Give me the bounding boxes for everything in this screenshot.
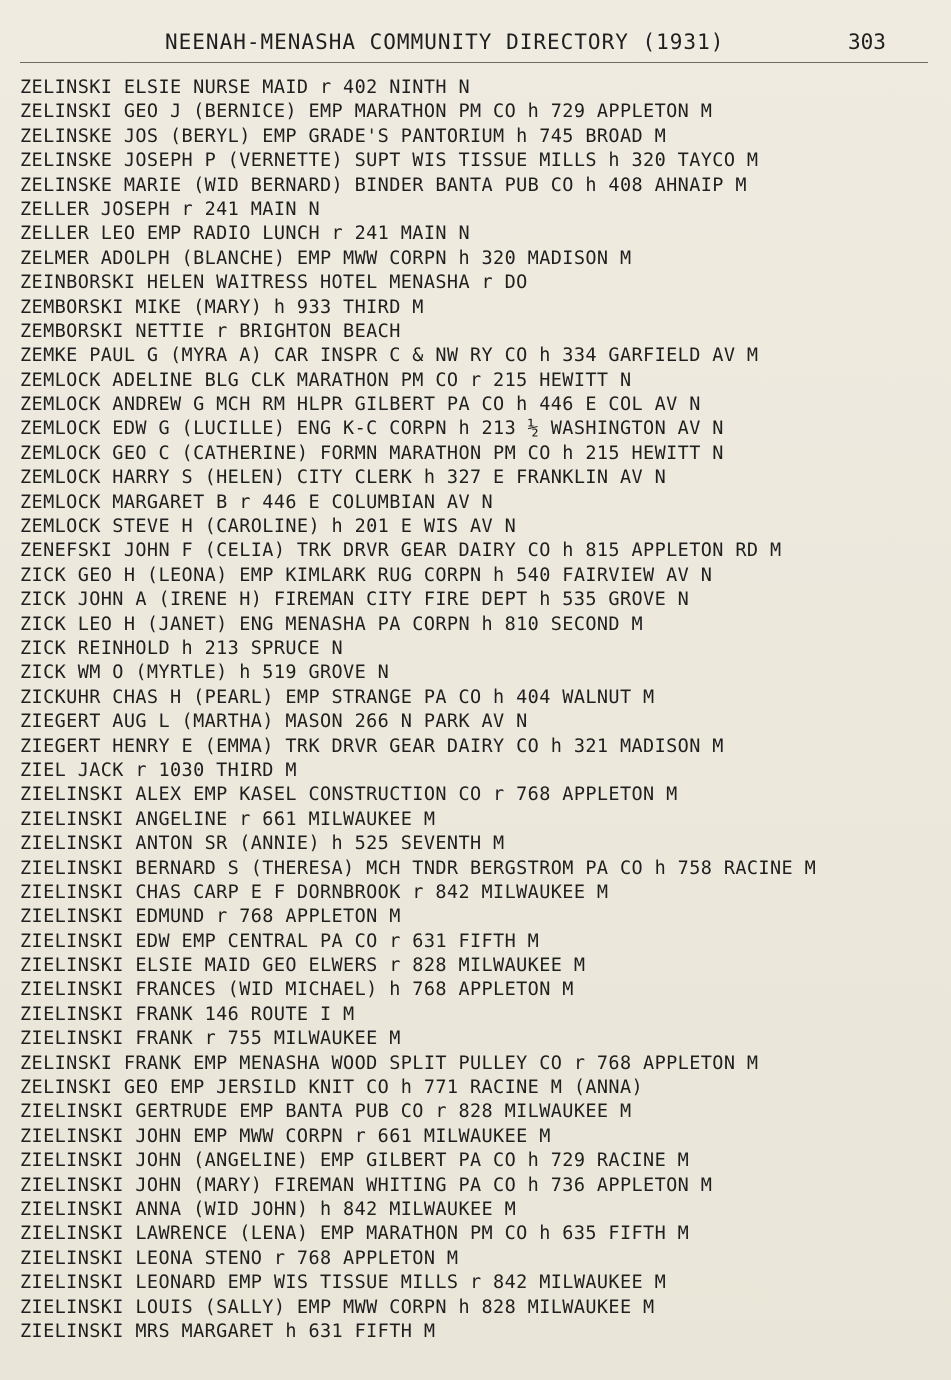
directory-entry: ZICK GEO H (LEONA) EMP KIMLARK RUG CORPN h 540 FAIRVIEW AV N bbox=[20, 564, 713, 586]
directory-entry: ZEMBORSKI MIKE (MARY) h 933 THIRD M bbox=[20, 296, 424, 318]
directory-entry: ZIELINSKI LEONA STENO r 768 APPLETON M bbox=[20, 1247, 459, 1269]
directory-entry: ZEMLOCK ANDREW G MCH RM HLPR GILBERT PA CO h 446 E COL AV N bbox=[20, 394, 701, 416]
directory-entry: ZELLER LEO EMP RADIO LUNCH r 241 MAIN N bbox=[20, 223, 470, 245]
directory-entry: ZEMKE PAUL G (MYRA A) CAR INSPR C & NW RY CO h 334 GARFIELD AV M bbox=[20, 345, 759, 367]
directory-entry: ZIELINSKI ELSIE MAID GEO ELWERS r 828 MILWAUKEE M bbox=[20, 955, 586, 977]
directory-entry: ZIELINSKI JOHN EMP MWW CORPN r 661 MILWAUKEE M bbox=[20, 1125, 551, 1147]
directory-entry: ZIELINSKI ANTON SR (ANNIE) h 525 SEVENTH M bbox=[20, 833, 505, 855]
directory-entry: ZELINSKE JOSEPH P (VERNETTE) SUPT WIS TISSUE MILLS h 320 TAYCO M bbox=[20, 150, 759, 172]
directory-entry: ZICKUHR CHAS H (PEARL) EMP STRANGE PA CO h 404 WALNUT M bbox=[20, 686, 655, 708]
directory-entry: ZEMLOCK EDW G (LUCILLE) ENG K-C CORPN h 213 ½ WASHINGTON AV N bbox=[20, 418, 724, 440]
directory-entry: ZIELINSKI MRS MARGARET h 631 FIFTH M bbox=[20, 1320, 436, 1342]
directory-entry: ZELINSKE JOS (BERYL) EMP GRADE'S PANTORIUM h 745 BROAD M bbox=[20, 125, 667, 147]
header-rule bbox=[20, 62, 928, 63]
directory-entry: ZICK LEO H (JANET) ENG MENASHA PA CORPN h 810 SECOND M bbox=[20, 613, 644, 635]
directory-entry: ZEMLOCK HARRY S (HELEN) CITY CLERK h 327 E FRANKLIN AV N bbox=[20, 467, 667, 489]
directory-entry: ZELMER ADOLPH (BLANCHE) EMP MWW CORPN h 320 MADISON M bbox=[20, 247, 632, 269]
directory-entry: ZICK JOHN A (IRENE H) FIREMAN CITY FIRE DEPT h 535 GROVE N bbox=[20, 589, 690, 611]
page-number: 303 bbox=[848, 30, 886, 54]
directory-entries bbox=[20, 76, 940, 1344]
directory-entry: ZENEFSKI JOHN F (CELIA) TRK DRVR GEAR DAIRY CO h 815 APPLETON RD M bbox=[20, 540, 782, 562]
directory-entry: ZIELINSKI ANNA (WID JOHN) h 842 MILWAUKEE M bbox=[20, 1198, 517, 1220]
directory-entry: ZIEL JACK r 1030 THIRD M bbox=[20, 759, 297, 781]
directory-entry: ZIELINSKI EDW EMP CENTRAL PA CO r 631 FIFTH M bbox=[20, 930, 540, 952]
directory-entry: ZIELINSKI EDMUND r 768 APPLETON M bbox=[20, 906, 401, 928]
directory-entry: ZEINBORSKI HELEN WAITRESS HOTEL MENASHA r DO bbox=[20, 272, 528, 294]
page-title: NEENAH-MENASHA COMMUNITY DIRECTORY (1931) bbox=[165, 30, 725, 54]
directory-entry: ZIELINSKI CHAS CARP E F DORNBROOK r 842 MILWAUKEE M bbox=[20, 881, 609, 903]
directory-entry: ZIEGERT AUG L (MARTHA) MASON 266 N PARK AV N bbox=[20, 711, 528, 733]
directory-entry: ZIELINSKI FRANK 146 ROUTE I M bbox=[20, 1003, 355, 1025]
directory-entry: ZIELINSKI JOHN (MARY) FIREMAN WHITING PA CO h 736 APPLETON M bbox=[20, 1174, 713, 1196]
directory-entry: ZEMLOCK MARGARET B r 446 E COLUMBIAN AV N bbox=[20, 491, 494, 513]
directory-entry: ZIELINSKI LAWRENCE (LENA) EMP MARATHON PM CO h 635 FIFTH M bbox=[20, 1223, 690, 1245]
directory-entry: ZELINSKI ELSIE NURSE MAID r 402 NINTH N bbox=[20, 77, 470, 98]
directory-entry: ZELINSKI GEO J (BERNICE) EMP MARATHON PM CO h 729 APPLETON M bbox=[20, 101, 713, 123]
directory-entry: ZIELINSKI LOUIS (SALLY) EMP MWW CORPN h 828 MILWAUKEE M bbox=[20, 1296, 655, 1318]
directory-entry: ZEMLOCK STEVE H (CAROLINE) h 201 E WIS AV N bbox=[20, 516, 517, 538]
directory-entry: ZIELINSKI GERTRUDE EMP BANTA PUB CO r 828 MILWAUKEE M bbox=[20, 1101, 632, 1123]
directory-entry: ZELINSKI GEO EMP JERSILD KNIT CO h 771 RACINE M (ANNA) bbox=[20, 1077, 644, 1099]
directory-entry: ZIELINSKI FRANCES (WID MICHAEL) h 768 APPLETON M bbox=[20, 979, 574, 1001]
directory-entry: ZICK REINHOLD h 213 SPRUCE N bbox=[20, 637, 344, 659]
directory-entry: ZICK WM O (MYRTLE) h 519 GROVE N bbox=[20, 662, 390, 684]
directory-entry: ZEMBORSKI NETTIE r BRIGHTON BEACH bbox=[20, 320, 401, 342]
directory-entry: ZIEGERT HENRY E (EMMA) TRK DRVR GEAR DAIRY CO h 321 MADISON M bbox=[20, 735, 724, 757]
directory-entry: ZIELINSKI FRANK r 755 MILWAUKEE M bbox=[20, 1028, 401, 1050]
directory-entry: ZIELINSKI JOHN (ANGELINE) EMP GILBERT PA CO h 729 RACINE M bbox=[20, 1150, 690, 1172]
directory-entry: ZEMLOCK GEO C (CATHERINE) FORMN MARATHON PM CO h 215 HEWITT N bbox=[20, 442, 724, 464]
directory-entry: ZIELINSKI ALEX EMP KASEL CONSTRUCTION CO r 768 APPLETON M bbox=[20, 784, 678, 806]
directory-entry: ZELINSKE MARIE (WID BERNARD) BINDER BANTA PUB CO h 408 AHNAIP M bbox=[20, 174, 747, 196]
page-header bbox=[0, 30, 951, 60]
directory-entry: ZELLER JOSEPH r 241 MAIN N bbox=[20, 198, 320, 220]
directory-entry: ZIELINSKI BERNARD S (THERESA) MCH TNDR BERGSTROM PA CO h 758 RACINE M bbox=[20, 857, 817, 879]
directory-entry: ZELINSKI FRANK EMP MENASHA WOOD SPLIT PULLEY CO r 768 APPLETON M bbox=[20, 1052, 759, 1074]
directory-entry: ZIELINSKI LEONARD EMP WIS TISSUE MILLS r 842 MILWAUKEE M bbox=[20, 1272, 667, 1294]
directory-entry: ZIELINSKI ANGELINE r 661 MILWAUKEE M bbox=[20, 808, 436, 830]
directory-entry: ZEMLOCK ADELINE BLG CLK MARATHON PM CO r 215 HEWITT N bbox=[20, 369, 632, 391]
